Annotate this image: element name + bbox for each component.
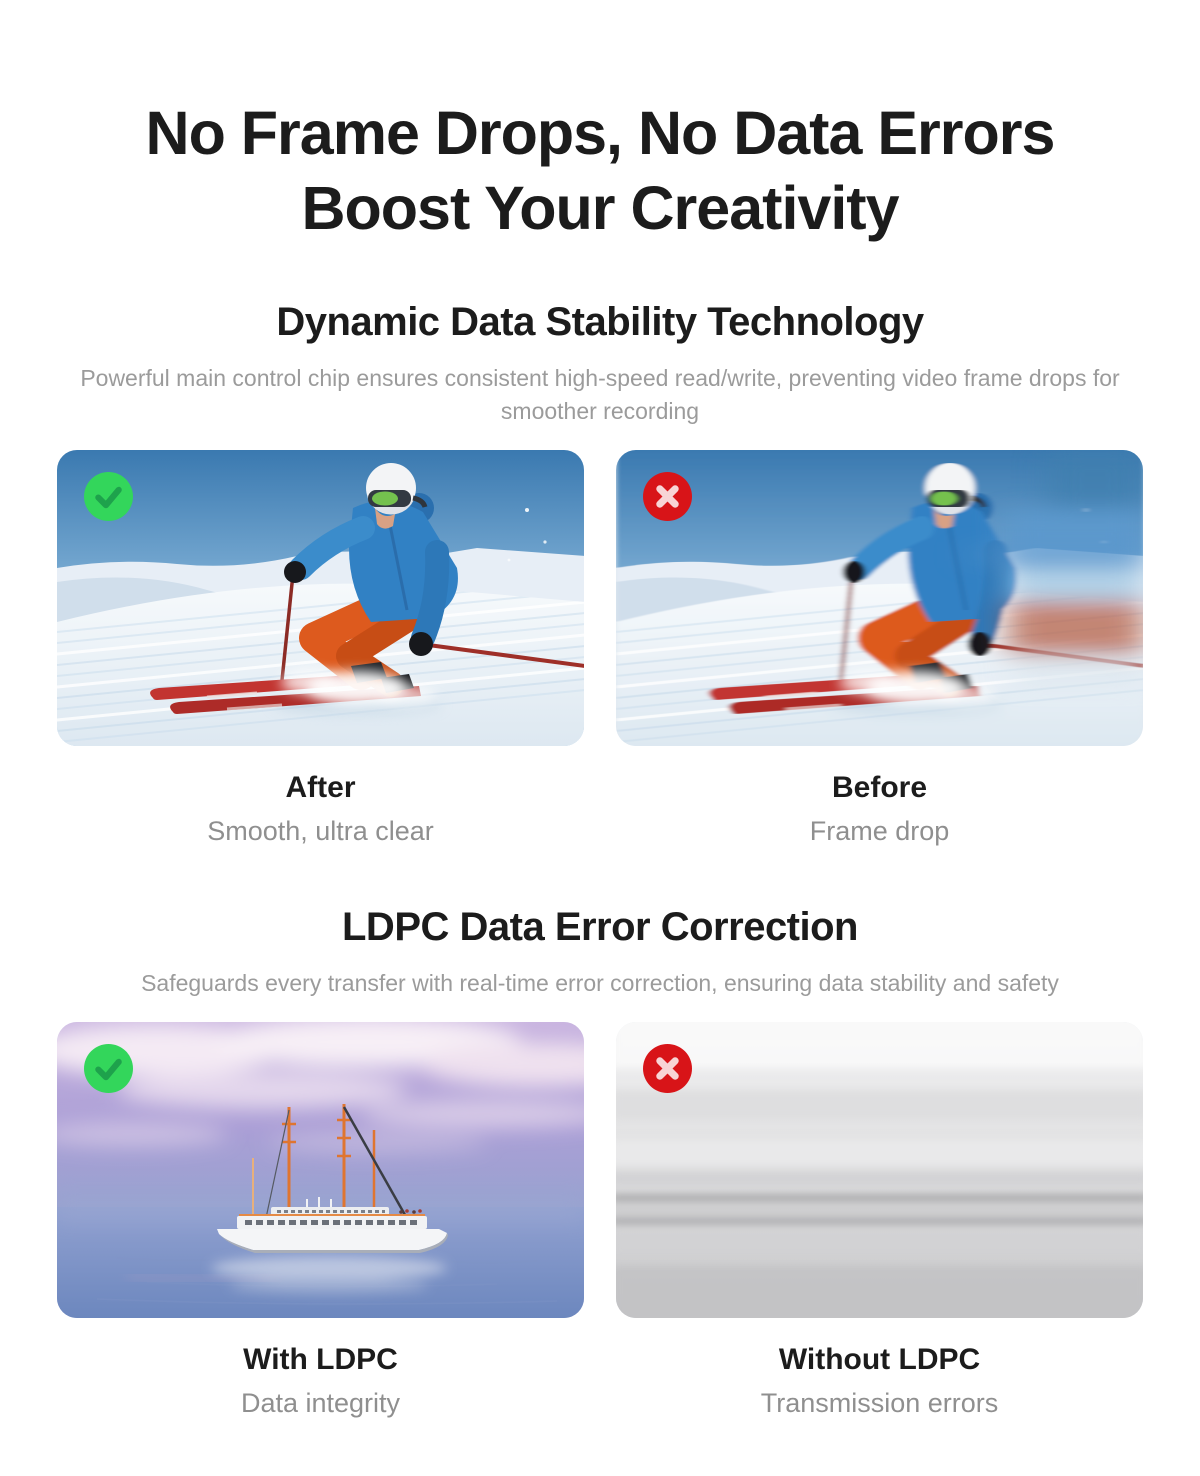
- caption-subtitle: Smooth, ultra clear: [207, 816, 434, 846]
- before-image-card: [616, 450, 1143, 746]
- caption-title: With LDPC: [243, 1343, 398, 1376]
- captions-row-2: [0, 1342, 1200, 1419]
- section-heading: LDPC Data Error Correction: [342, 905, 858, 949]
- page-title-line1: No Frame Drops, No Data Errors: [145, 99, 1055, 167]
- section-dynamic-data-stability: [0, 298, 1200, 847]
- skier-blurred-photo: [616, 450, 1143, 746]
- check-icon: [84, 1044, 133, 1093]
- caption-subtitle: Frame drop: [809, 816, 950, 846]
- cross-icon: [643, 472, 692, 521]
- comparison-cards-row-1: [0, 450, 1200, 746]
- skier-clear-photo: [57, 450, 584, 746]
- captions-row-1: [0, 770, 1200, 847]
- section-subtitle: Safeguards every transfer with real-time error correction, ensuring data stability and safety: [141, 970, 1059, 996]
- without-ldpc-image-card: [616, 1022, 1143, 1318]
- corrupted-gray-image: [616, 1022, 1143, 1318]
- page-title-line2: Boost Your Creativity: [301, 174, 899, 242]
- after-image-card: [57, 450, 584, 746]
- caption-title: Before: [831, 771, 928, 804]
- with-ldpc-caption: [57, 1342, 584, 1419]
- cross-icon: [643, 1044, 692, 1093]
- with-ldpc-image-card: [57, 1022, 584, 1318]
- caption-title: After: [285, 771, 356, 804]
- comparison-cards-row-2: [0, 1022, 1200, 1318]
- ship-clear-photo: [57, 1022, 584, 1318]
- page-title: [0, 0, 1200, 246]
- after-caption: [57, 770, 584, 847]
- section-ldpc-error-correction: [0, 903, 1200, 1419]
- caption-subtitle: Transmission errors: [760, 1388, 999, 1418]
- without-ldpc-caption: [616, 1342, 1143, 1419]
- check-icon: [84, 472, 133, 521]
- before-caption: [616, 770, 1143, 847]
- caption-title: Without LDPC: [778, 1343, 981, 1376]
- caption-subtitle: Data integrity: [240, 1388, 401, 1418]
- section-heading: Dynamic Data Stability Technology: [276, 300, 924, 344]
- section-subtitle: Powerful main control chip ensures consistent high-speed read/write, preventing video frame drops for smoother recording: [80, 365, 1120, 424]
